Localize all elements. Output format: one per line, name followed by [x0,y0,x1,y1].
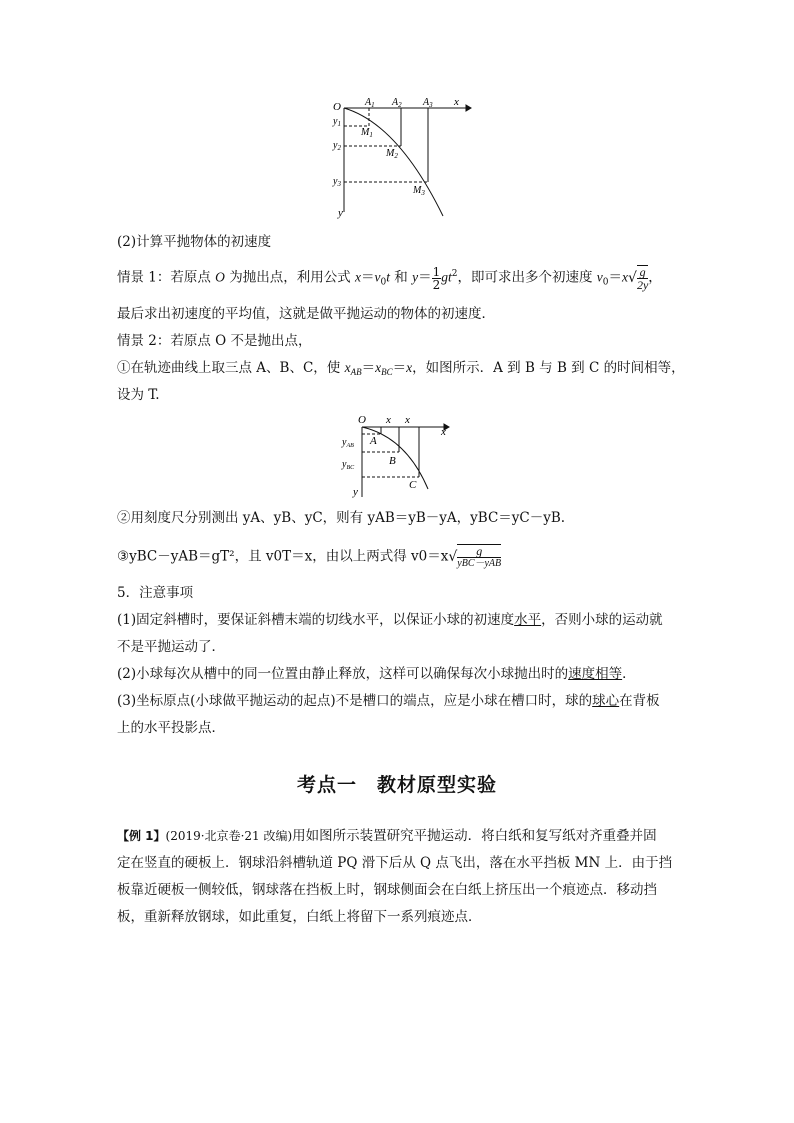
trajectory-figure-1 [328,94,473,220]
fig2-top-x1: x [386,414,391,426]
example-line2: 定在竖直的硬板上．钢球沿斜槽轨道 PQ 滑下后从 Q 点飞出，落在水平挡板 MN 上．由于挡 [117,855,673,871]
note1-line2: 不是平抛运动了． [117,639,225,655]
trajectory-figure-2 [336,409,456,501]
case1-line: 情景 1：若原点 O 为抛出点，利用公式 $x=v_0t$ 和 y＝ $\frac{1}{2}$ $gt^2$，即可求出多个初速度 $v_0=x√$ $\frac{g}{2y}$ ， [117,264,662,292]
case2-step1: ①在轨迹曲线上取三点 A、B、C，使 $x_{AB}=x_{BC}=x$，如图所示．A 到 B 与 B 到 C 的时间相等， [117,360,685,377]
fig1-x-axis-label: x [454,96,459,108]
case1-line2: 最后求出初速度的平均值，这就是做平抛运动的物体的初速度． [117,306,495,322]
fig1-y2: $y_2$ [333,140,341,152]
fig1-m3: $M_3$ [413,185,425,197]
example-line4: 板，重新释放钢球，如此重复，白纸上将留下一系列痕迹点． [117,909,482,925]
fig1-y1: $y_1$ [333,116,341,128]
step2-line: ②用刻度尺分别测出 yA、yB、yC，则有 yAB＝yB－yA，yBC＝yC－yB. [117,510,566,526]
section-heading: 考点一 教材原型实验 [296,774,497,796]
fig2-top-x2: x [405,414,410,426]
fig1-m2: $M_2$ [386,148,398,160]
section5-title: 5．注意事项 [117,585,194,601]
fig1-m1: $M_1$ [361,127,373,139]
case2-line: 情景 2：若原点 O 不是抛出点， [117,333,312,349]
fig2-x-axis-label: x [441,426,446,438]
example-line1: 【例 1】(2019·北京卷·21 改编)用如图所示装置研究平抛运动．将白纸和复写纸对齐重叠并固 [117,828,657,844]
fig2-point-c: C [409,479,417,491]
fig2-origin: O [358,414,366,426]
sqrt-expression: √ $\frac{g}{2y}$ [628,265,649,292]
note1: (1)固定斜槽时，要保证斜槽末端的切线水平，以保证小球的初速度水平，否则小球的运动就 [117,612,663,628]
fig2-yab: $y_{AB}$ [342,437,354,449]
fig2-y-axis-label: y [353,486,358,498]
sqrt-expression-2: √ $\frac{g}{\text{yBC－yAB}}$ [448,544,502,569]
fig2-point-a: A [370,435,377,447]
example-line3: 板靠近硬板一侧较低，钢球落在挡板上时，钢球侧面会在白纸上挤压出一个痕迹点．移动挡 [117,882,657,898]
fig1-a2: $A_2$ [392,97,402,109]
step2-title: (2)计算平抛物体的初速度 [117,234,272,250]
note3: (3)坐标原点(小球做平抛运动的起点)不是槽口的端点，应是小球在槽口时，球的球心在背板 [117,693,660,709]
note2: (2)小球每次从槽中的同一位置由静止释放，这样可以确保每次小球抛出时的速度相等． [117,666,636,682]
fig1-a3: $A_3$ [423,97,433,109]
fig2-point-b: B [389,455,396,467]
case2-step1-line2: 设为 T. [117,387,160,403]
step3-line: ③yBC－yAB＝gT²，且 v0T＝x，由以上两式得 v0＝x√ $\frac{g}{\text{yBC－yAB}}$ [117,544,502,569]
fig1-y-axis-label: y [338,207,343,219]
fig1-y3: $y_3$ [333,176,341,188]
fig2-ybc: $y_{BC}$ [342,459,355,471]
fig1-a1: $A_1$ [365,97,375,109]
fig1-origin: O [333,101,341,113]
half-fraction: $\frac{1}{2}$ [432,264,441,292]
note3-line2: 上的水平投影点． [117,720,225,736]
